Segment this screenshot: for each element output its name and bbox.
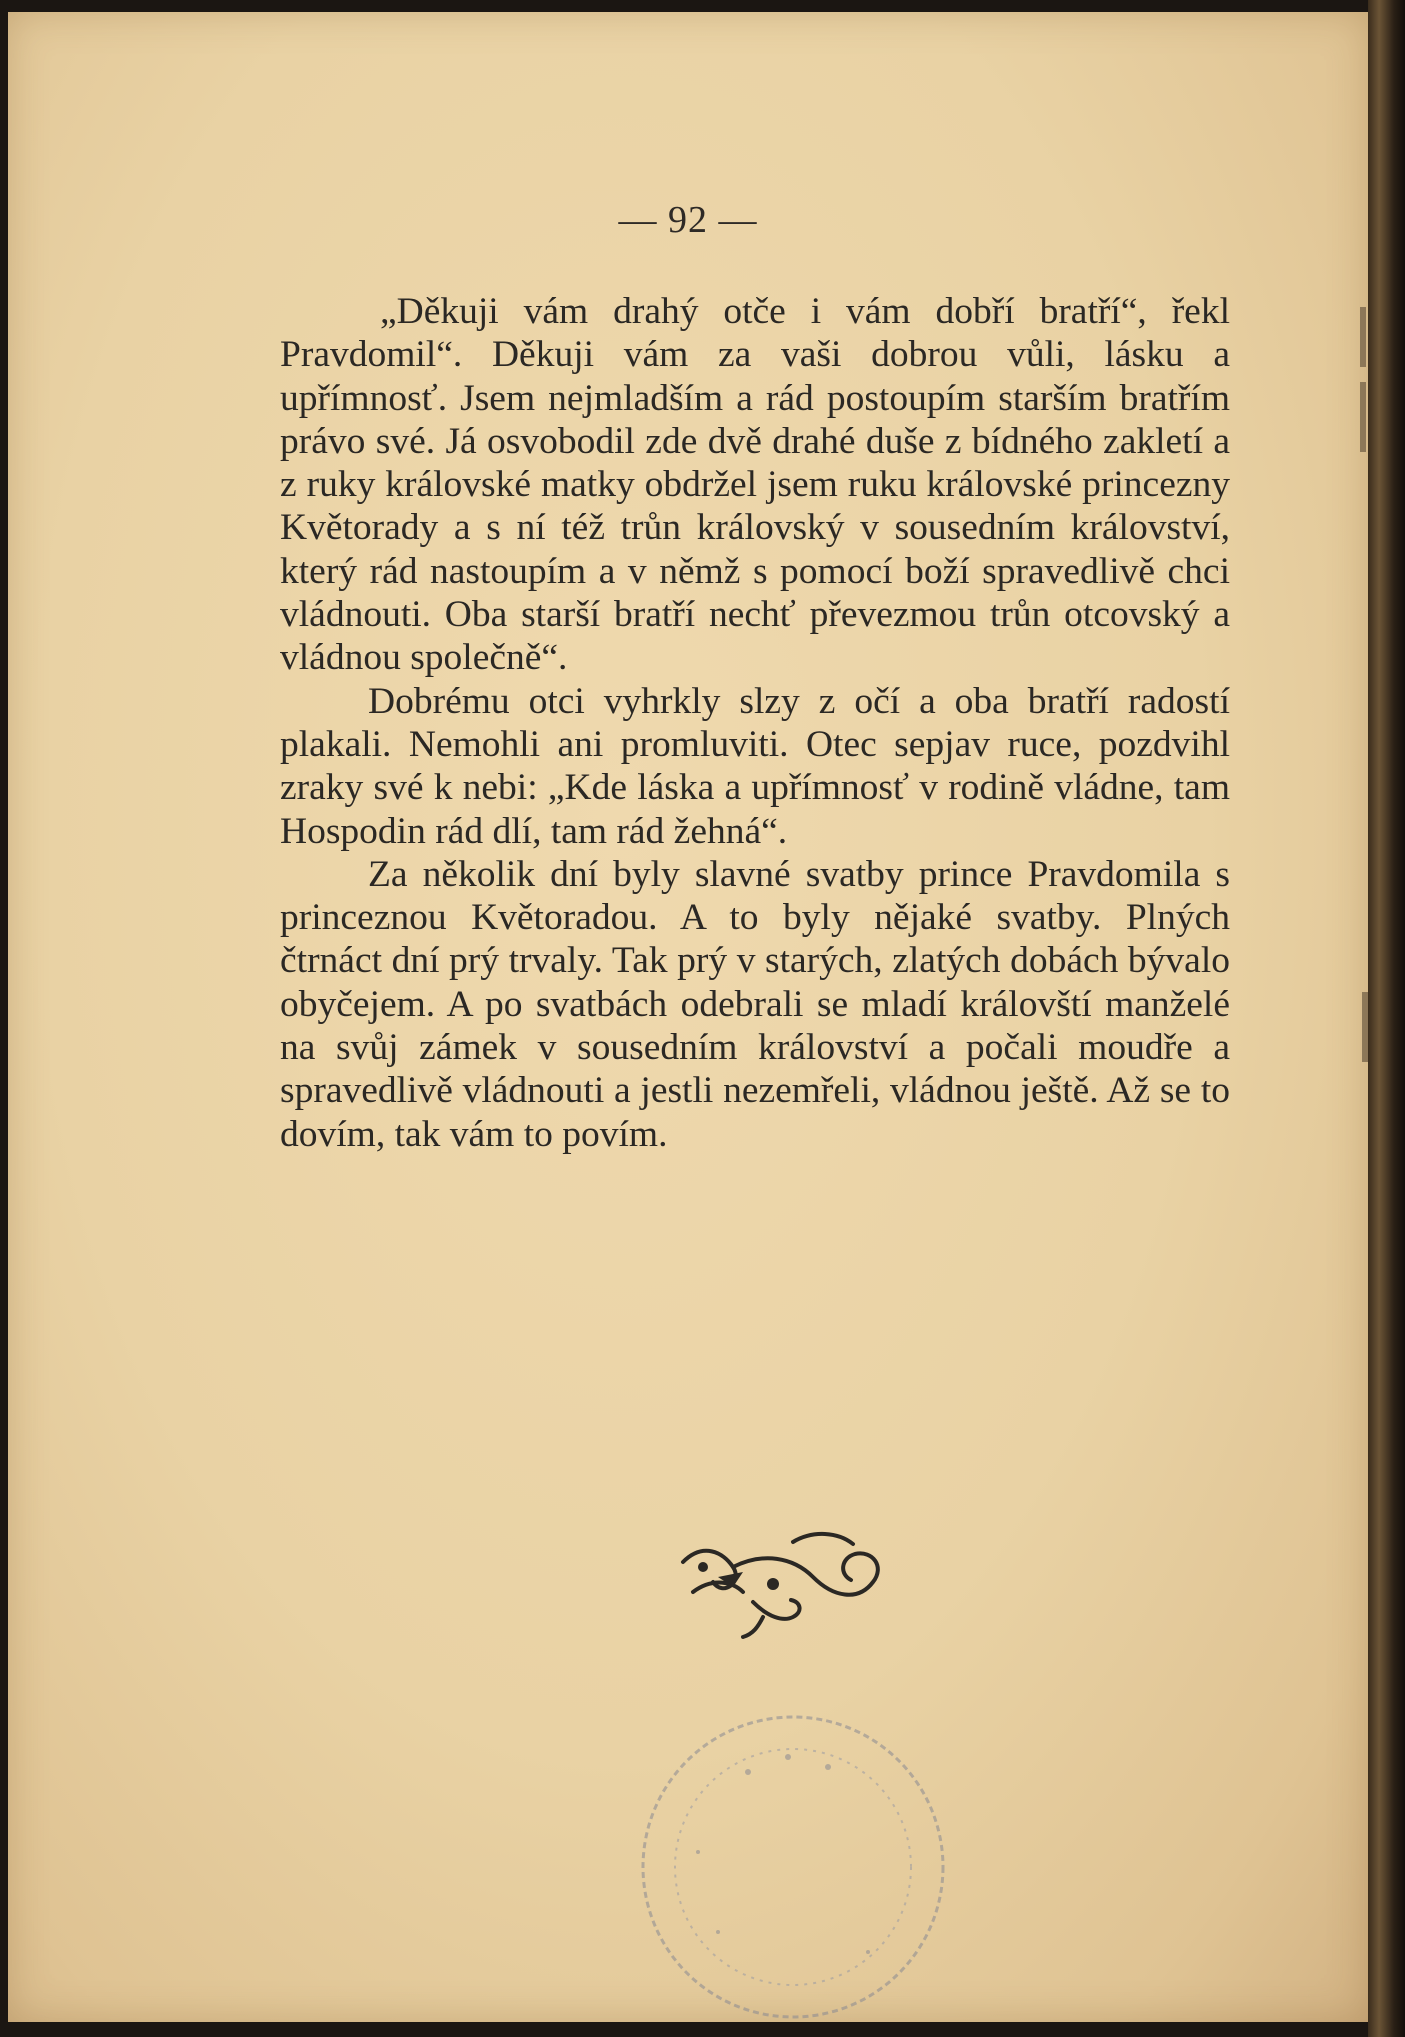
body-text [280,290,1230,1156]
library-stamp-icon [628,1702,958,2032]
book-spine-edge [1368,0,1405,2037]
book-page [8,12,1368,2022]
edge-mark [1360,307,1366,367]
floral-ornament-icon [673,1522,893,1642]
edge-mark [1360,382,1366,452]
paragraph-2: Dobrému otci vyhrkly slzy z očí a oba bratří radostí plakali. Nemohli ani promluviti. Otec sepjav ruce, pozdvihl zraky své k nebi: „Kde láska a upřímnosť v rodině vládne, tam Hospodin rád dlí, tam rád žehná“. [280,680,1230,852]
edge-mark [1362,992,1368,1062]
paragraph-3: Za několik dní byly slavné svatby prince Pravdomila s princeznou Květoradou. A to byly nějaké svatby. Plných čtrnáct dní prý trvaly. Tak prý v starých, zlatých dobách bývalo obyčejem. A po svatbách odebrali se mladí královští manželé na svůj zámek v sousedním království a počali moudře a spravedlivě vládnouti a jestli nezemřeli, vládnou ještě. Až se to dovím, tak vám to povím. [280,853,1230,1155]
paragraph-1: „Děkuji vám drahý otče i vám dobří bratří“, řekl Pravdomil“. Děkuji vám za vaši dobrou vůli, lásku a upřímnosť. Jsem nejmladším a rád postoupím starším bratřím právo své. Já osvobodil zde dvě drahé duše z bídného zakletí a z ruky královské matky obdržel jsem ruku královské princezny Květorady a s ní též trůn královský v sousedním království, který rád nastoupím a v němž s pomocí boží spravedlivě chci vládnouti. Oba starší bratří nechť převezmou trůn otcovský a vládnou společně“. [280,291,1230,679]
page-number: — 92 — [618,199,758,241]
